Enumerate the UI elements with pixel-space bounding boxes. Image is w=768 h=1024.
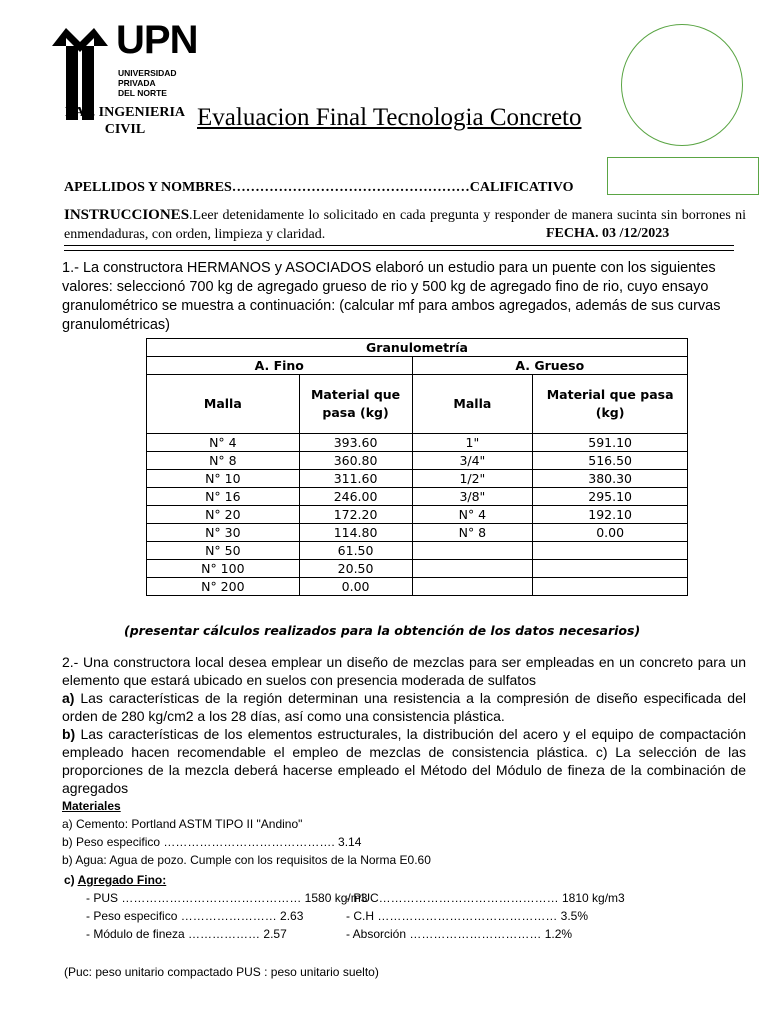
footnote: (Puc: peso unitario compactado PUS : peso unitario suelto) [64,965,379,979]
cell-malla-fine: N° 200 [147,578,300,596]
cell-malla-fine: N° 20 [147,506,300,524]
cell-malla-fine: N° 30 [147,524,300,542]
fine-header: A. Fino [147,357,413,375]
logo-line-1: UNIVERSIDAD [118,68,177,78]
cell-malla-coarse: 3/8" [412,488,533,506]
col-malla-coarse: Malla [412,375,533,434]
cell-malla-coarse: 1/2" [412,470,533,488]
logo-subtitle [118,68,177,98]
cell-malla-fine: N° 4 [147,434,300,452]
exam-title: Evaluacion Final Tecnologia Concreto [197,104,582,131]
table-note: (presentar cálculos realizados para la obtención de los datos necesarios) [124,623,641,638]
school-line-1: EAP. INGENIERIA [64,105,186,120]
cell-pasa-fine: 360.80 [299,452,412,470]
cell-malla-coarse [412,542,533,560]
item-b-label: b) [62,726,76,742]
materials-heading: Materiales [62,799,121,813]
cell-pasa-coarse: 380.30 [533,470,688,488]
coarse-header: A. Grueso [412,357,688,375]
cell-malla-fine: N° 50 [147,542,300,560]
table-row [147,542,688,560]
table-row [147,488,688,506]
cell-pasa-coarse: 0.00 [533,524,688,542]
school-name [58,104,192,138]
table-row [147,452,688,470]
table-row [147,578,688,596]
cell-malla-fine: N° 16 [147,488,300,506]
logo-line-2: PRIVADA [118,78,156,88]
table-row [147,434,688,452]
cell-pasa-fine: 61.50 [299,542,412,560]
divider-line [64,250,734,251]
item-b-text: Las características de los elementos estructurales, la distribución del acero y el equipo de compactación empleado hacen recomendable el empleo de mezclas de consistencia plástica. c) La selección de las proporciones de la mezcla deberá hacerse empleado el Método del Módulo de fineza de la combinación de agregados [62,726,746,796]
col-malla-fine: Malla [147,375,300,434]
seal-circle [621,24,743,146]
material-item: a) Cemento: Portland ASTM TIPO II "Andino" [62,817,303,831]
exam-date: FECHA. 03 /12/2023 [546,226,670,241]
cell-pasa-fine: 393.60 [299,434,412,452]
fine-aggregate-heading [64,871,166,889]
cell-malla-fine: N° 8 [147,452,300,470]
property-item: - PUS ……………………………………… 1580 kg/m3 [86,891,368,905]
table-row [147,506,688,524]
cell-malla-coarse: 3/4" [412,452,533,470]
cell-malla-coarse: N° 8 [412,524,533,542]
cell-malla-fine: N° 100 [147,560,300,578]
cell-pasa-coarse: 516.50 [533,452,688,470]
property-item: - PUC……………………………………… 1810 kg/m3 [346,891,625,905]
cell-pasa-coarse [533,542,688,560]
cell-pasa-fine: 246.00 [299,488,412,506]
cell-malla-coarse: 1" [412,434,533,452]
question-1: 1.- La constructora HERMANOS y ASOCIADOS elaboró un estudio para un puente con los siguientes valores: seleccionó 700 kg de agregado grueso de rio y 500 kg de agregado fino de rio, cuyo ensayo granulométrico se muestra a continuación: (calcular mf para ambos agregados, además de sus curvas granulométricas) [62,260,721,333]
cell-pasa-coarse [533,560,688,578]
fine-aggregate-left [86,889,367,943]
cell-malla-fine: N° 10 [147,470,300,488]
property-item: - Peso especifico …………………… 2.63 [86,909,304,923]
question-2-intro: 2.- Una constructora local desea emplear un diseño de mezclas para ser empleadas en un concreto para un elemento que estará ubicado en suelos con presencia moderada de sulfatos [62,654,746,688]
cell-pasa-fine: 20.50 [299,560,412,578]
divider-line [64,245,734,246]
student-name-line: APELLIDOS Y NOMBRES……………………………………………CALIFICATIVO [64,180,574,195]
property-item: - Módulo de fineza ……………… 2.57 [86,927,287,941]
table-row [147,560,688,578]
question-2 [62,653,746,797]
property-item: - Absorción …………………………… 1.2% [346,927,573,941]
question-2-item-a [62,689,746,725]
granulometry-table [146,338,688,596]
cell-pasa-fine: 114.80 [299,524,412,542]
property-item: - C.H ……………………………………… 3.5% [346,909,589,923]
fine-aggregate-letter: c) [64,873,78,887]
cell-malla-coarse: N° 4 [412,506,533,524]
logo-line-3: DEL NORTE [118,88,167,98]
col-pasa-fine: Material que pasa (kg) [299,375,412,434]
cell-pasa-coarse [533,578,688,596]
fine-aggregate-right [346,889,625,943]
item-a-label: a) [62,690,75,706]
item-a-text: Las características de la región determinan una resistencia a la compresión de diseño especificada del orden de 280 kg/cm2 a los 28 días, así como una consistencia plástica. [62,690,746,724]
cell-pasa-coarse: 192.10 [533,506,688,524]
cell-malla-coarse [412,560,533,578]
instructions-text: .Leer detenidamente lo solicitado en cada pregunta y responder de manera sucinta sin borrones ni enmendaduras, con orden, limpieza y claridad. [64,208,746,242]
cell-pasa-fine: 0.00 [299,578,412,596]
table-title: Granulometría [147,339,688,357]
instructions-label: INSTRUCCIONES [64,207,190,223]
materials-list [62,815,431,869]
material-item: b) Agua: Agua de pozo. Cumple con los requisitos de la Norma E0.60 [62,853,431,867]
table-row [147,470,688,488]
col-pasa-coarse: Material que pasa (kg) [533,375,688,434]
table-row [147,524,688,542]
fine-aggregate-title: Agregado Fino: [77,873,167,887]
cell-pasa-coarse: 295.10 [533,488,688,506]
cell-pasa-fine: 172.20 [299,506,412,524]
cell-pasa-fine: 311.60 [299,470,412,488]
school-line-2: CIVIL [104,122,146,137]
material-item: b) Peso especifico ……………………………………. 3.14 [62,835,362,849]
cell-malla-coarse [412,578,533,596]
cell-pasa-coarse: 591.10 [533,434,688,452]
logo-brand: UPN [116,18,198,62]
question-2-item-b [62,725,746,797]
grade-box[interactable] [607,157,759,195]
